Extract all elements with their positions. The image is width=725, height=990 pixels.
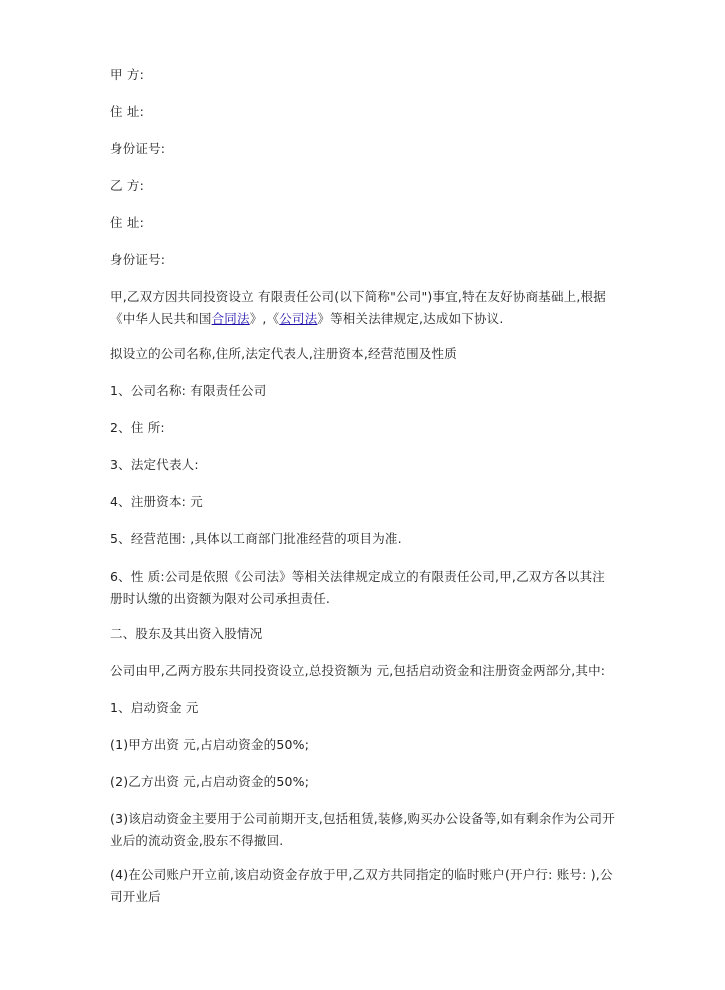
intro-line-2 <box>110 308 620 330</box>
item-registered-capital: 4、注册资本: 元 <box>110 494 203 509</box>
intro-line-2-suffix: 》等相关法律规定,达成如下协议. <box>317 311 504 326</box>
sub-item-fund-usage-line-1: (3)该启动资金主要用于公司前期开支,包括租赁,装修,购买办公设备等,如有剩余作为公司开 <box>110 811 615 826</box>
section-2-intro: 公司由甲,乙两方股东共同投资设立,总投资额为 元,包括启动资金和注册资金两部分,其中: <box>110 663 606 678</box>
intro-line-1: 甲,乙双方因共同投资设立 有限责任公司(以下简称"公司")事宜,特在友好协商基础上,根据 <box>110 289 606 304</box>
intro-line-2-prefix: 《中华人民共和国 <box>110 311 212 326</box>
startup-fund-item: 1、启动资金 元 <box>110 700 199 715</box>
item-company-nature <box>110 566 620 610</box>
sub-item-party-b-contribution: (2)乙方出资 元,占启动资金的50%; <box>110 774 310 789</box>
item-nature-line-1: 6、性 质:公司是依照《公司法》等相关法律规定成立的有限责任公司,甲,乙双方各以其注 <box>110 569 605 584</box>
address-a-label: 住 址: <box>110 104 144 119</box>
sub-item-temporary-account-line-2: 司开业后 <box>110 889 161 904</box>
party-a-label: 甲 方: <box>110 67 144 82</box>
item-nature-line-2: 册时认缴的出资额为限对公司承担责任. <box>110 591 331 606</box>
sub-item-fund-usage-line-2: 业后的流动资金,股东不得撤回. <box>110 833 284 848</box>
item-company-name: 1、公司名称: 有限责任公司 <box>110 383 267 398</box>
id-b-label: 身份证号: <box>110 252 166 267</box>
sub-item-fund-usage <box>110 808 620 852</box>
intro-line-2-mid: 》,《 <box>249 311 280 326</box>
sub-item-temporary-account <box>110 864 620 908</box>
company-law-link[interactable]: 公司法 <box>279 311 318 326</box>
item-business-scope: 5、经营范围: ,具体以工商部门批准经营的项目为准. <box>110 531 402 546</box>
section-2-title: 二、股东及其出资入股情况 <box>110 626 263 641</box>
id-a-label: 身份证号: <box>110 141 166 156</box>
item-legal-representative: 3、法定代表人: <box>110 457 199 472</box>
item-domicile: 2、住 所: <box>110 420 165 435</box>
address-b-label: 住 址: <box>110 215 144 230</box>
section-1-title: 拟设立的公司名称,住所,法定代表人,注册资本,经营范围及性质 <box>110 346 457 361</box>
intro-paragraph <box>110 286 620 330</box>
sub-item-party-a-contribution: (1)甲方出资 元,占启动资金的50%; <box>110 737 310 752</box>
sub-item-temporary-account-line-1: (4)在公司账户开立前,该启动资金存放于甲,乙双方共同指定的临时账户(开户行: 账号: ),公 <box>110 867 613 882</box>
party-b-label: 乙 方: <box>110 178 144 193</box>
contract-law-link[interactable]: 合同法 <box>211 311 250 326</box>
